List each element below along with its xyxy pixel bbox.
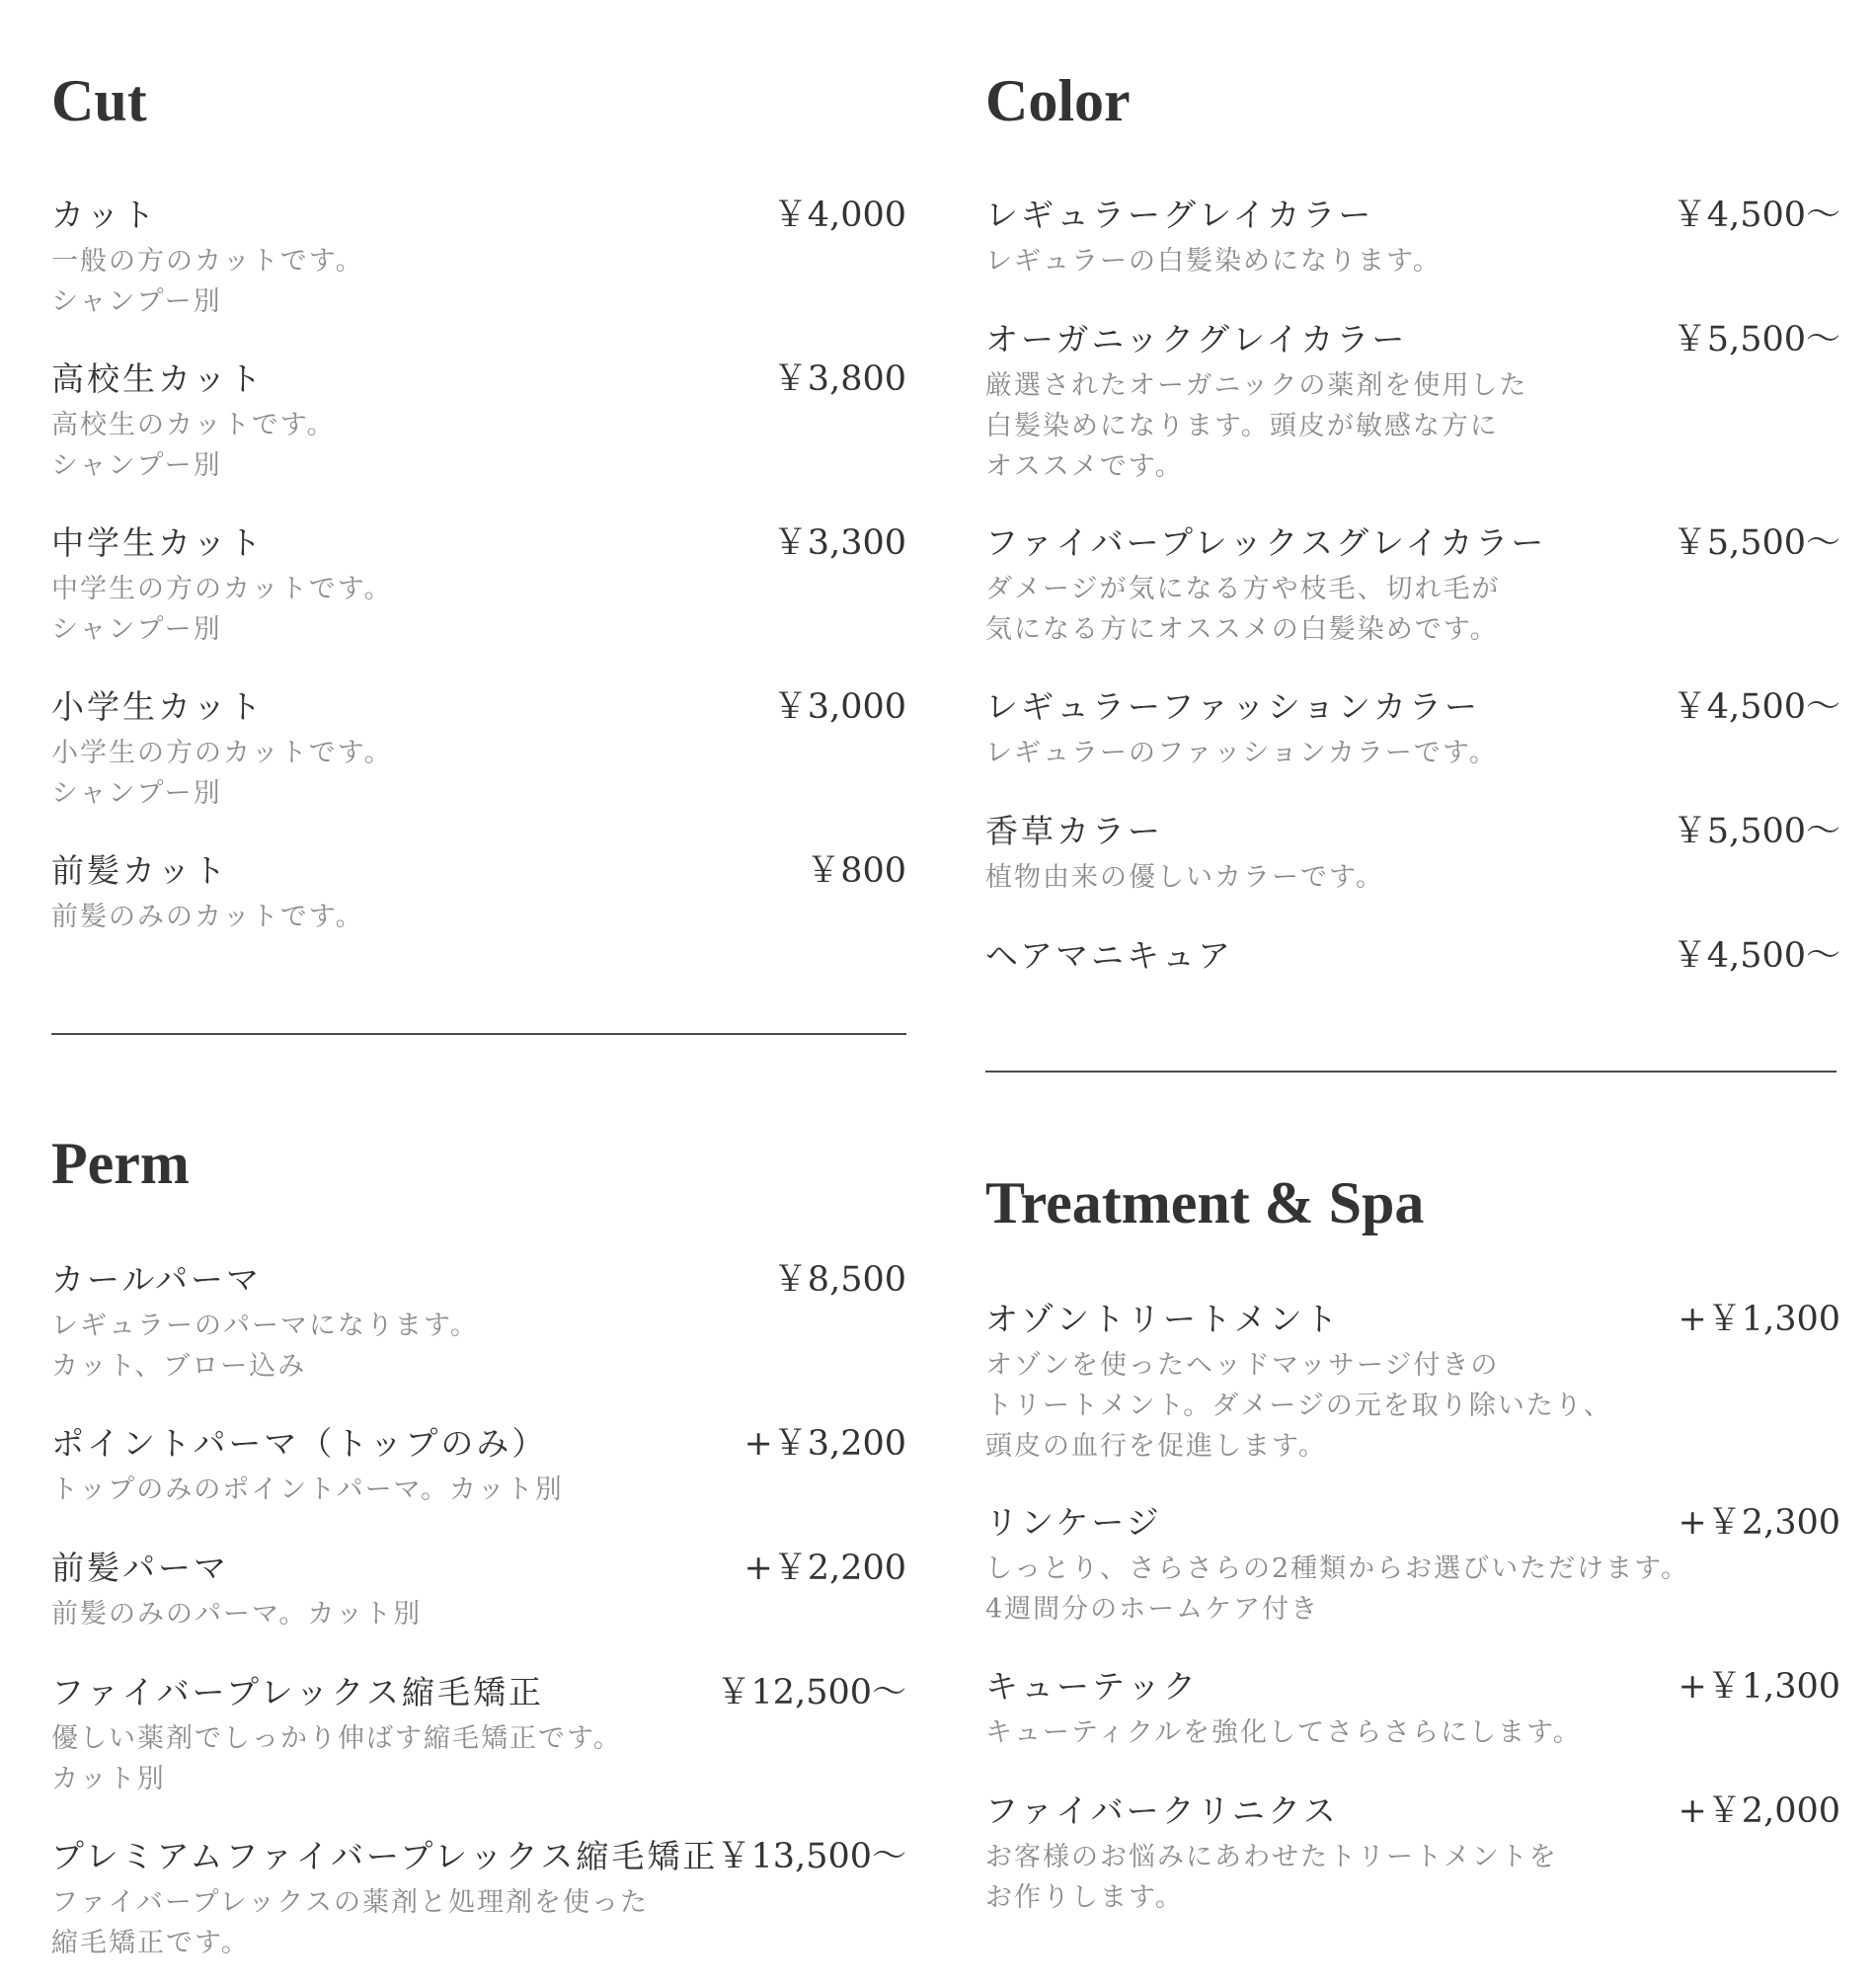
menu-item-price: ￥13,500〜	[716, 1837, 906, 1876]
menu-item	[51, 1671, 906, 1799]
menu-item-header	[51, 685, 906, 729]
menu-item-name: レギュラーグレイカラー	[985, 196, 1374, 234]
color-section-divider	[985, 1071, 1837, 1073]
menu-item-description	[51, 1306, 906, 1387]
menu-item-description	[985, 1345, 1840, 1467]
menu-item-name: ポイントパーマ（トップのみ）	[51, 1424, 548, 1463]
description-line: 優しい薬剤でしっかり伸ばす縮毛矯正です。	[51, 1723, 622, 1754]
menu-item-description	[51, 241, 906, 322]
menu-item-name: オゾントリートメント	[985, 1300, 1341, 1338]
color-section-title: Color	[985, 68, 1131, 133]
menu-item-name: リンケージ	[985, 1503, 1162, 1542]
menu-item-header	[51, 1547, 906, 1590]
menu-item-name: キューテック	[985, 1667, 1199, 1706]
description-line: レギュラーのパーマになります。	[51, 1311, 479, 1341]
menu-item-description	[985, 1837, 1840, 1918]
description-line: シャンプー別	[51, 614, 222, 645]
menu-item	[985, 1665, 1840, 1753]
menu-item-name: ファイバープレックスグレイカラー	[985, 523, 1547, 562]
menu-item	[51, 1547, 906, 1634]
menu-item-name: プレミアムファイバープレックス縮毛矯正	[51, 1837, 719, 1875]
menu-item-price: ￥3,800	[772, 359, 906, 399]
menu-item-header	[51, 1422, 906, 1466]
cut-section-divider	[51, 1033, 906, 1035]
menu-item	[51, 1258, 906, 1387]
menu-item-price: +￥2,200	[743, 1549, 906, 1588]
menu-item-header	[51, 1671, 906, 1714]
description-line: 頭皮の血行を促進します。	[985, 1431, 1327, 1462]
description-line: お客様のお悩みにあわせたトリートメントを	[985, 1842, 1558, 1872]
menu-item-header	[985, 810, 1840, 853]
menu-item-header	[985, 1501, 1840, 1545]
menu-item-name: オーガニックグレイカラー	[985, 320, 1408, 358]
menu-item-name: カールパーマ	[51, 1260, 263, 1299]
menu-item-header	[985, 521, 1840, 565]
menu-item-name: 高校生カット	[51, 359, 265, 398]
menu-item-name: ヘアマニキュア	[985, 936, 1234, 975]
treatment-section-title: Treatment & Spa	[985, 1170, 1425, 1235]
menu-item-description	[51, 897, 906, 937]
menu-item-price: +￥1,300	[1678, 1300, 1840, 1339]
menu-item	[51, 849, 906, 937]
menu-item	[51, 1422, 906, 1510]
menu-item-description	[985, 241, 1840, 281]
menu-item-description	[51, 733, 906, 814]
menu-item	[985, 1789, 1840, 1918]
menu-item-price: ￥12,500〜	[716, 1673, 906, 1712]
menu-item-price: ￥4,000	[772, 196, 906, 235]
description-line: 前髪のみのカットです。	[51, 902, 364, 932]
description-line: 一般の方のカットです。	[51, 246, 364, 277]
description-line: 気になる方にオススメの白髪染めです。	[985, 614, 1499, 645]
description-line: お作りします。	[985, 1882, 1184, 1913]
description-line: カット別	[51, 1764, 166, 1794]
menu-item	[985, 1501, 1840, 1630]
menu-item	[51, 194, 906, 322]
description-line: オゾンを使ったヘッドマッサージ付きの	[985, 1350, 1500, 1381]
menu-item-description	[985, 1712, 1840, 1753]
menu-item-header	[51, 1258, 906, 1302]
menu-item-price: ￥4,500〜	[1672, 936, 1840, 976]
menu-item	[51, 685, 906, 814]
menu-item-name: ファイバープレックス縮毛矯正	[51, 1673, 545, 1711]
menu-item-header	[985, 1665, 1840, 1709]
menu-item-header	[51, 849, 906, 893]
description-line: シャンプー別	[51, 778, 222, 809]
menu-item-name: 小学生カット	[51, 687, 265, 726]
description-line: トップのみのポイントパーマ。カット別	[51, 1474, 564, 1505]
menu-item-name: 香草カラー	[985, 812, 1163, 850]
description-line: 植物由来の優しいカラーです。	[985, 862, 1384, 893]
description-line: 縮毛矯正です。	[51, 1928, 250, 1958]
menu-item-header	[51, 1835, 906, 1878]
menu-item	[985, 1298, 1840, 1467]
menu-item	[985, 318, 1840, 487]
menu-item-name: 中学生カット	[51, 523, 265, 562]
menu-item-name: レギュラーファッションカラー	[985, 687, 1481, 726]
menu-item	[51, 1835, 906, 1963]
cut-section-title: Cut	[51, 68, 147, 133]
menu-item-description	[51, 405, 906, 486]
menu-item	[985, 934, 1840, 978]
description-line: しっとり、さらさらの2種類からお選びいただけます。	[985, 1553, 1690, 1584]
menu-item-header	[51, 194, 906, 237]
menu-item-price: ￥4,500〜	[1672, 687, 1840, 727]
menu-item-description	[985, 857, 1840, 898]
menu-item-description	[51, 1470, 906, 1510]
menu-item	[985, 521, 1840, 650]
description-line: シャンプー別	[51, 450, 222, 481]
description-line: 白髪染めになります。頭皮が敏感な方に	[985, 411, 1499, 441]
menu-item	[985, 685, 1840, 773]
menu-item-header	[985, 685, 1840, 729]
menu-item	[51, 358, 906, 486]
description-line: カット、ブロー込み	[51, 1351, 307, 1382]
description-line: ダメージが気になる方や枝毛、切れ毛が	[985, 574, 1501, 604]
menu-item-description	[985, 1549, 1840, 1630]
menu-item-description	[985, 569, 1840, 650]
description-line: レギュラーの白髪染めになります。	[985, 246, 1442, 277]
menu-item-price: +￥2,300	[1678, 1503, 1840, 1543]
description-line: キューティクルを強化してさらさらにします。	[985, 1717, 1582, 1748]
description-line: シャンプー別	[51, 286, 222, 317]
menu-item-price: ￥8,500	[772, 1260, 906, 1300]
menu-item-price: ￥4,500〜	[1672, 196, 1840, 235]
menu-item-name: カット	[51, 196, 158, 234]
description-line: トリートメント。ダメージの元を取り除いたり、	[985, 1391, 1612, 1421]
description-line: 小学生の方のカットです。	[51, 738, 393, 768]
menu-item-price: ￥5,500〜	[1672, 320, 1840, 359]
menu-item-header	[985, 934, 1840, 978]
menu-item-price: ￥3,300	[772, 523, 906, 563]
description-line: レギュラーのファッションカラーです。	[985, 738, 1498, 768]
perm-section-title: Perm	[51, 1131, 190, 1196]
menu-item-price: ￥800	[806, 851, 906, 891]
description-line: ファイバープレックスの薬剤と処理剤を使った	[51, 1887, 649, 1918]
menu-item-description	[51, 1594, 906, 1634]
menu-item-description	[985, 365, 1840, 487]
menu-item-price: ￥5,500〜	[1672, 523, 1840, 563]
menu-item-header	[985, 318, 1840, 361]
menu-item-price: ￥3,000	[772, 687, 906, 727]
menu-item-description	[51, 569, 906, 650]
menu-item-description	[51, 1882, 906, 1963]
menu-item-header	[985, 1298, 1840, 1341]
menu-item	[985, 194, 1840, 281]
menu-item-header	[51, 521, 906, 565]
description-line: オススメです。	[985, 451, 1184, 482]
menu-item-name: 前髪パーマ	[51, 1549, 229, 1587]
menu-item	[985, 810, 1840, 898]
menu-item-header	[985, 1789, 1840, 1833]
description-line: 高校生のカットです。	[51, 410, 336, 440]
menu-item-header	[985, 194, 1840, 237]
menu-item	[51, 521, 906, 650]
menu-item-name: ファイバークリニクス	[985, 1791, 1339, 1830]
menu-item-description	[51, 1718, 906, 1799]
menu-item-price: +￥3,200	[743, 1424, 906, 1464]
description-line: 厳選されたオーガニックの薬剤を使用した	[985, 370, 1528, 401]
menu-item-price: +￥1,300	[1678, 1667, 1840, 1707]
description-line: 4週間分のホームケア付き	[985, 1594, 1320, 1625]
menu-item-description	[985, 733, 1840, 773]
menu-item-header	[51, 358, 906, 401]
description-line: 中学生の方のカットです。	[51, 574, 393, 604]
menu-item-price: +￥2,000	[1678, 1791, 1840, 1831]
menu-item-price: ￥5,500〜	[1672, 812, 1840, 851]
description-line: 前髪のみのパーマ。カット別	[51, 1599, 423, 1630]
menu-item-name: 前髪カット	[51, 851, 229, 890]
